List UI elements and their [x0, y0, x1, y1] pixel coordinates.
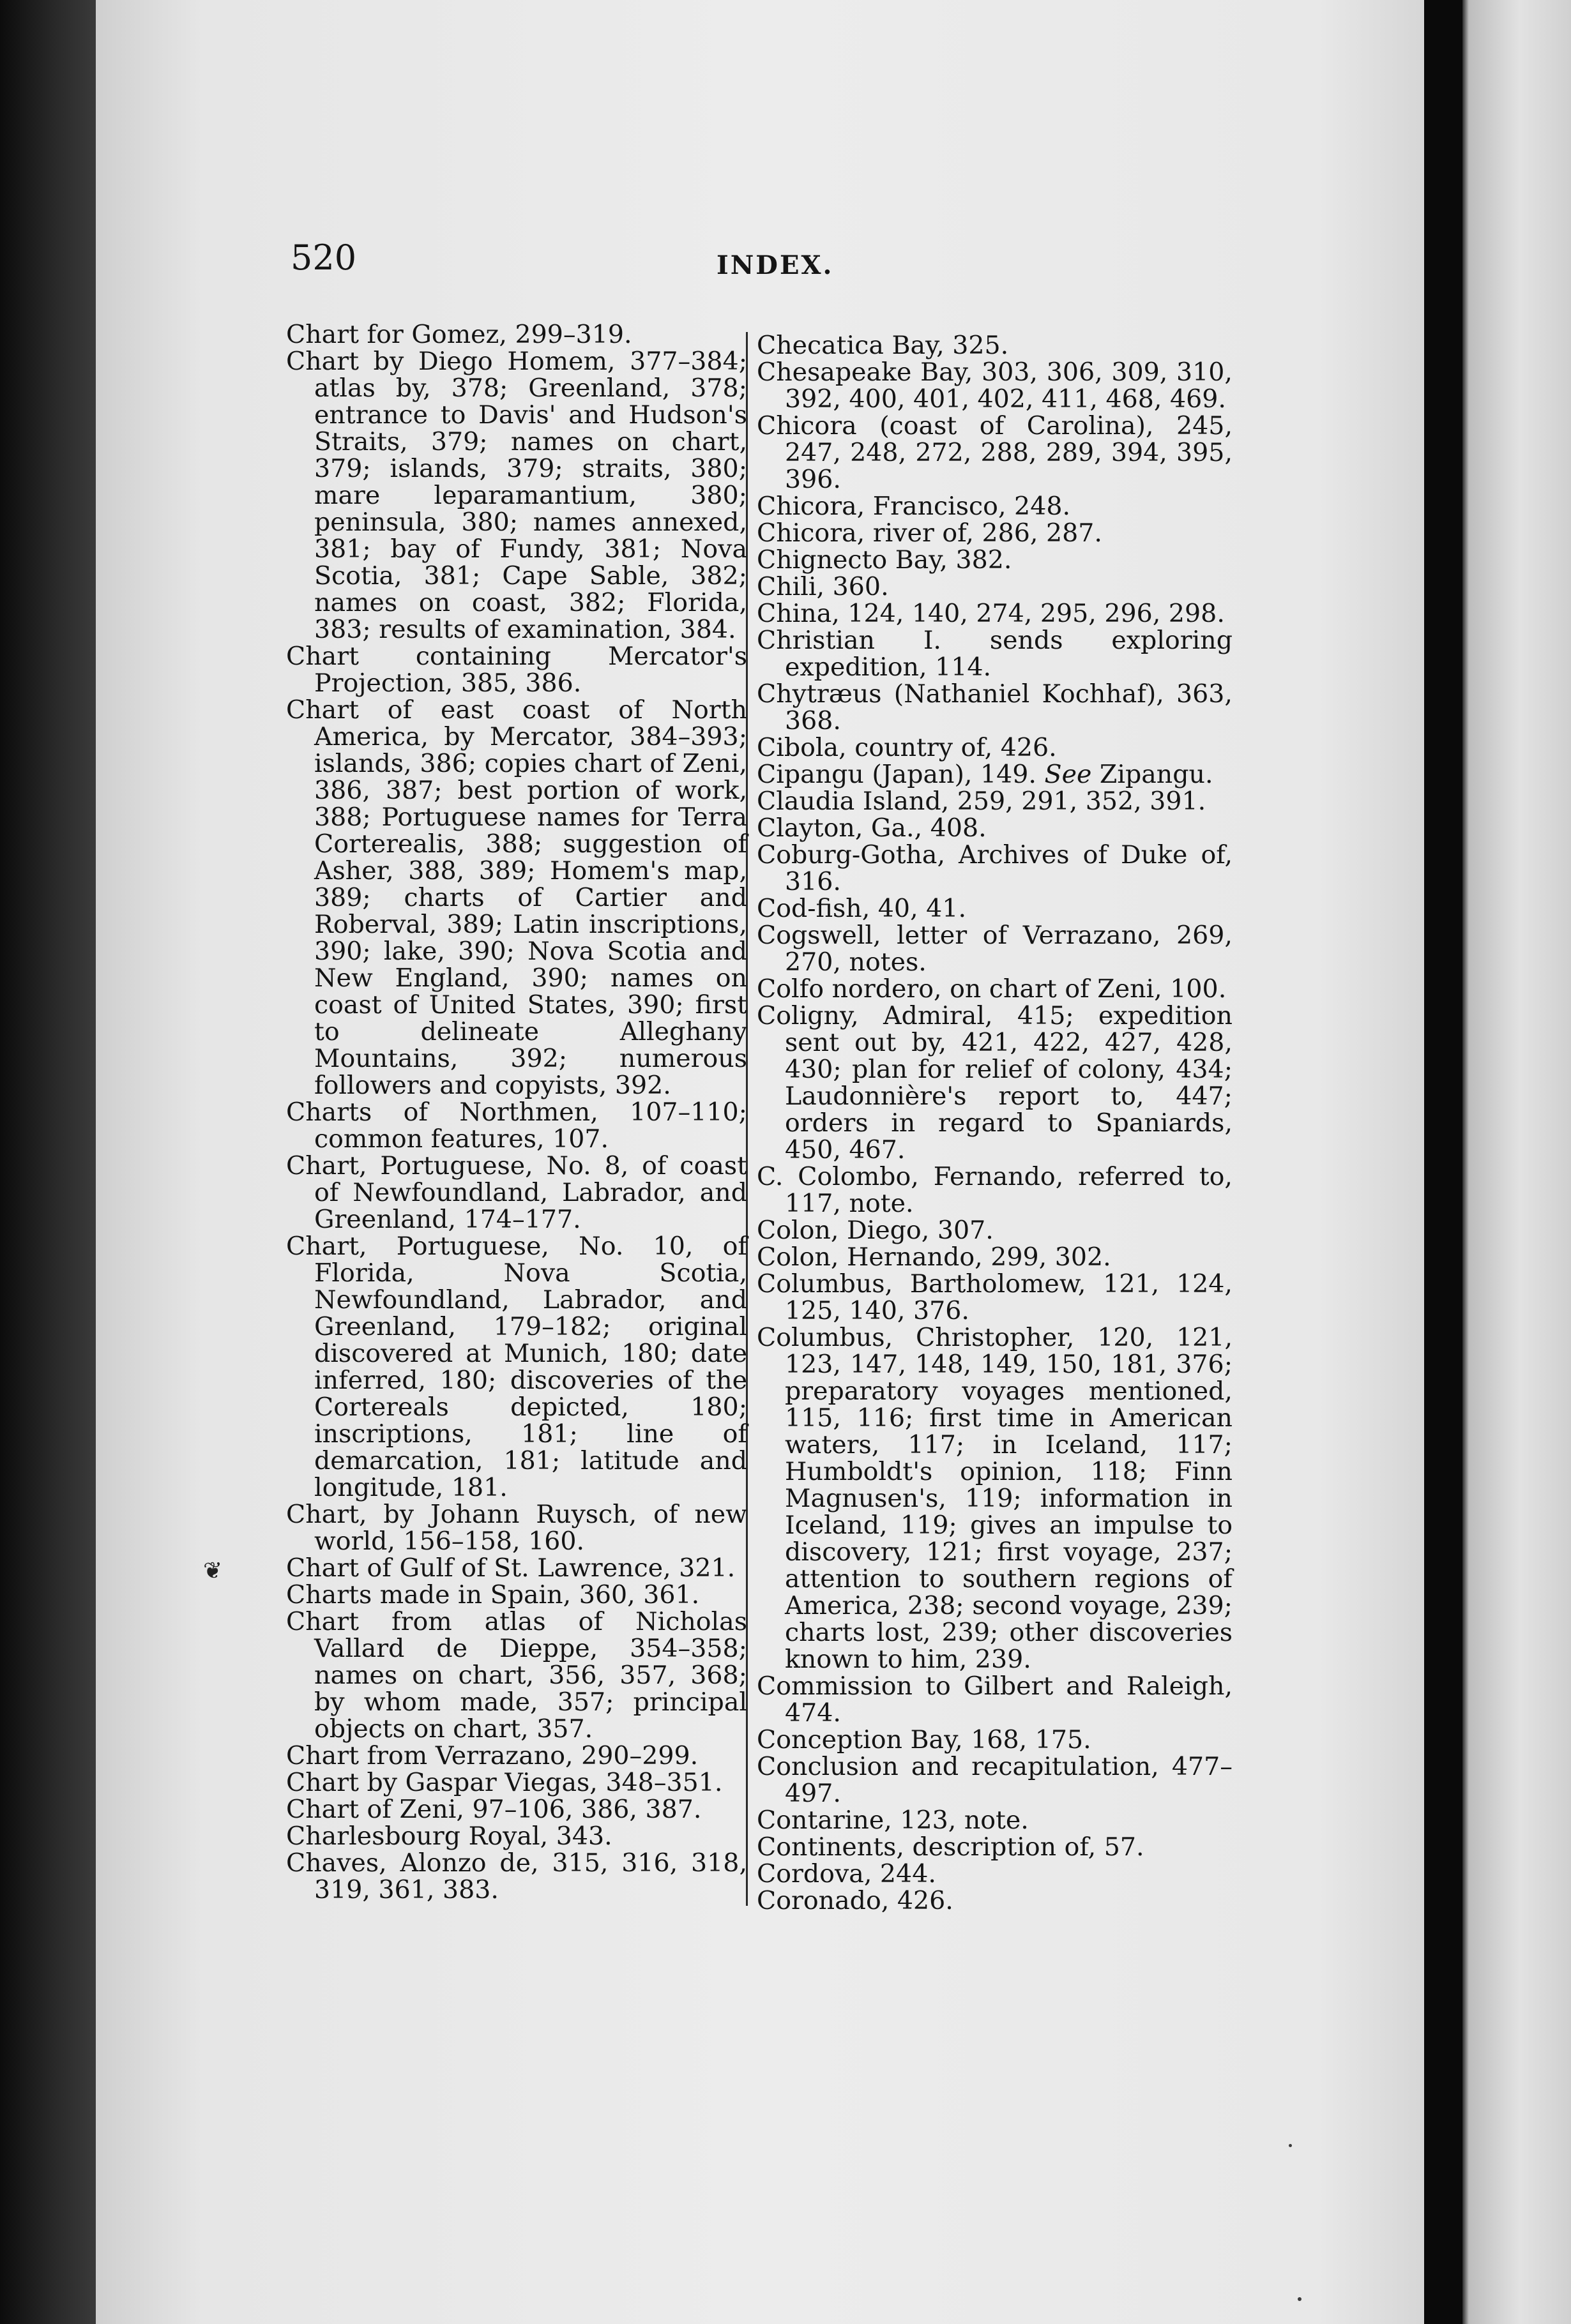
- index-entry: Chart of east coast of North America, by Mercator, 384–393; islands, 386; copies chart of Zeni, 386, 387; best portion of work, 388; Portuguese names for Terra Corterealis, 388; suggestion of Asher, 388, 389; Homem's map, 389; charts of Cartier and Roberval, 389; Latin inscriptions, 390; lake, 390; Nova Scotia and New England, 390; names on coast of United States, 390; first to delineate Alleghany Mountains, 392; numerous followers and copyists, 392.: [286, 695, 747, 1100]
- ink-speck: [1298, 2297, 1302, 2301]
- index-entry: Cibola, country of, 426.: [757, 733, 1057, 762]
- index-entry: Chicora, river of, 286, 287.: [757, 518, 1102, 548]
- index-column-left: [286, 321, 747, 1903]
- index-entry: [757, 761, 1233, 788]
- index-entry: Chart of Gulf of St. Lawrence, 321.: [286, 1553, 736, 1583]
- index-entry: Checatica Bay, 325.: [757, 331, 1009, 360]
- index-entry: Chesapeake Bay, 303, 306, 309, 310, 392, 400, 401, 402, 411, 468, 469.: [757, 358, 1233, 414]
- index-entry: Clayton, Ga., 408.: [757, 813, 987, 843]
- index-entry: China, 124, 140, 274, 295, 296, 298.: [757, 599, 1225, 628]
- index-entry: Colfo nordero, on chart of Zeni, 100.: [757, 974, 1227, 1004]
- index-entry: Claudia Island, 259, 291, 352, 391.: [757, 787, 1206, 816]
- facing-page-edge: [1424, 0, 1571, 2324]
- index-entry: Continents, description of, 57.: [757, 1832, 1144, 1862]
- index-entry: Chicora, Francisco, 248.: [757, 492, 1071, 521]
- index-entry: Chart, Portuguese, No. 10, of Florida, Nova Scotia, Newfoundland, Labrador, and Greenland, 179–182; original discovered at Munich, 180; date inferred, 180; discoveries of the Cortereals depicted, 180; inscriptions, 181; line of demarcation, 181; latitude and longitude, 181.: [286, 1232, 747, 1502]
- index-column-right: [757, 332, 1233, 1914]
- index-entry: Chart from Verrazano, 290–299.: [286, 1741, 699, 1770]
- index-entry: Chart containing Mercator's Projection, 385, 386.: [286, 642, 747, 698]
- entry-text: Cipangu (Japan), 149.: [757, 760, 1045, 789]
- index-entry: Coligny, Admiral, 415; expedition sent out by, 421, 422, 427, 428, 430; plan for relief of colony, 434; Laudonnière's report to, 447; orders in regard to Spaniards, 450, 467.: [757, 1001, 1233, 1165]
- index-entry: Chart from atlas of Nicholas Vallard de Dieppe, 354–358; names on chart, 356, 357, 368; by whom made, 357; principal objects on chart, 357.: [286, 1607, 747, 1744]
- index-entry: Conclusion and recapitulation, 477–497.: [757, 1752, 1233, 1808]
- index-entry: Contarine, 123, note.: [757, 1806, 1029, 1835]
- index-entry: Chytræus (Nathaniel Kochhaf), 363, 368.: [757, 679, 1233, 736]
- index-entry: Chaves, Alonzo de, 315, 316, 318, 319, 361, 383.: [286, 1848, 747, 1905]
- see-reference: See: [1044, 760, 1092, 789]
- index-entry: Conception Bay, 168, 175.: [757, 1725, 1091, 1754]
- binding-shadow: [0, 0, 96, 2324]
- index-entry: Christian I. sends exploring expedition, 114.: [757, 626, 1233, 682]
- index-entry: Cod-fish, 40, 41.: [757, 894, 966, 923]
- index-entry: Chignecto Bay, 382.: [757, 545, 1012, 575]
- page-number: 520: [291, 238, 357, 278]
- index-entry: Colon, Hernando, 299, 302.: [757, 1242, 1111, 1272]
- index-entry: Chart of Zeni, 97–106, 386, 387.: [286, 1795, 702, 1824]
- index-entry: Coburg-Gotha, Archives of Duke of, 316.: [757, 840, 1233, 896]
- index-entry: Chart by Diego Homem, 377–384; atlas by, 378; Greenland, 378; entrance to Davis' and Hudson's Straits, 379; names on chart, 379; islands, 379; straits, 380; mare leparamantium, 380; peninsula, 380; names annexed, 381; bay of Fundy, 381; Nova Scotia, 381; Cape Sable, 382; names on coast, 382; Florida, 383; results of examination, 384.: [286, 347, 747, 644]
- index-entry: Chart, Portuguese, No. 8, of coast of Newfoundland, Labrador, and Greenland, 174–177.: [286, 1151, 747, 1234]
- index-entry: Chart, by Johann Ruysch, of new world, 156–158, 160.: [286, 1500, 747, 1556]
- index-entry: Charts made in Spain, 360, 361.: [286, 1580, 700, 1610]
- ink-speck: [1289, 2144, 1292, 2147]
- index-entry: Chicora (coast of Carolina), 245, 247, 248, 272, 288, 289, 394, 395, 396.: [757, 411, 1233, 494]
- index-entry: Charts of Northmen, 107–110; common features, 107.: [286, 1098, 747, 1154]
- index-entry: Cogswell, letter of Verrazano, 269, 270, notes.: [757, 921, 1233, 977]
- index-entry: C. Colombo, Fernando, referred to, 117, note.: [757, 1162, 1233, 1218]
- index-entry: Chart by Gaspar Viegas, 348–351.: [286, 1768, 723, 1797]
- index-entry: Colon, Diego, 307.: [757, 1216, 994, 1245]
- running-head: INDEX.: [717, 250, 834, 280]
- index-entry: Coronado, 426.: [757, 1886, 953, 1915]
- entry-text: Zipangu.: [1091, 760, 1213, 789]
- index-entry: Chart for Gomez, 299–319.: [286, 320, 632, 349]
- margin-mark: ❦: [203, 1558, 223, 1584]
- index-entry: Cordova, 244.: [757, 1859, 936, 1889]
- index-entry: Chili, 360.: [757, 572, 889, 601]
- index-entry: Charlesbourg Royal, 343.: [286, 1822, 612, 1851]
- index-entry: Commission to Gilbert and Raleigh, 474.: [757, 1671, 1233, 1728]
- index-entry: Columbus, Bartholomew, 121, 124, 125, 140, 376.: [757, 1269, 1233, 1325]
- index-entry: Columbus, Christopher, 120, 121, 123, 147, 148, 149, 150, 181, 376; preparatory voyages mentioned, 115, 116; first time in American waters, 117; in Iceland, 117; Humboldt's opinion, 118; Finn Magnusen's, 119; information in Iceland, 119; gives an impulse to discovery, 121; first voyage, 237; attention to southern regions of America, 238; second voyage, 239; charts lost, 239; other discoveries known to him, 239.: [757, 1323, 1233, 1674]
